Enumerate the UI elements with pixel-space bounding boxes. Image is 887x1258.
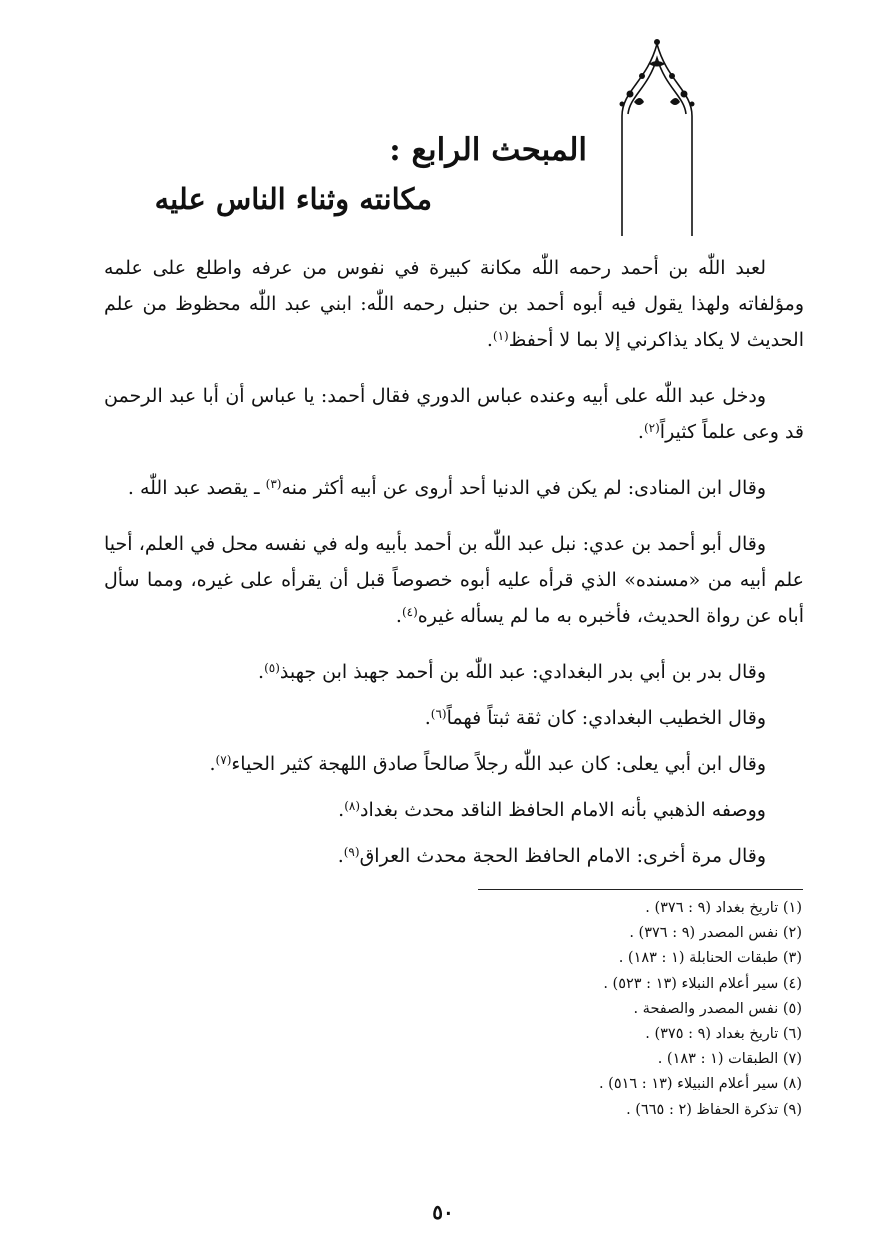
paragraph: ودخل عبد اللّٰه على أبيه وعنده عباس الدوري فقال أحمد: يا عباس أن أبا عبد الرحمن قد وعى علماً كثيراً$^{(٢)}$. [104, 385, 804, 443]
footnote-item: (٩) تذكرة الحفاظ (٢ : ٦٦٥) . [626, 1101, 802, 1118]
paragraph: ووصفه الذهبي بأنه الامام الحافظ الناقد محدث بغداد$^{(٨)}$. [338, 799, 766, 821]
page-number: ٥٠ [432, 1200, 454, 1224]
main-text [104, 250, 804, 884]
paragraph: وقال أبو أحمد بن عدي: نبل عبد اللّٰه بن أحمد بأبيه وله في نفسه محل في العلم، أحيا علم أبيه من «مسنده» الذي قرأه عليه أبوه خصوصاً قبل أن يقرأه على غيره، ومما سأل أباه عن رواة الحديث، فأخبره به ما لم يسأله غيره$^{(٤)}$. [104, 533, 804, 627]
paragraph: وقال ابن المنادى: لم يكن في الدنيا أحد أروى عن أبيه أكثر منه$^{(٣)}$ ـ يقصد عبد اللّٰه . [127, 477, 766, 499]
arch-ornament-icon [612, 36, 702, 236]
footnote-item: (٣) طبقات الحنابلة (١ : ١٨٣) . [618, 950, 802, 967]
footnote-divider [478, 889, 803, 891]
section-subtitle: مكانته وثناء الناس عليه [154, 182, 432, 216]
paragraph: وقال الخطيب البغدادي: كان ثقة ثبتاً فهماً$^{(٦)}$. [424, 707, 766, 729]
footnote-item: (٦) تاريخ بغداد (٩ : ٣٧٥) . [645, 1026, 802, 1043]
paragraph: وقال مرة أخرى: الامام الحافظ الحجة محدث العراق$^{(٩)}$. [337, 845, 766, 867]
footnote-item: (٧) الطبقات (١ : ١٨٣) . [657, 1051, 802, 1068]
footnote-item: (٢) نفس المصدر (٩ : ٣٧٦) . [629, 925, 802, 942]
footnotes [430, 896, 802, 1123]
paragraph: وقال بدر بن أبي بدر البغدادي: عبد اللّٰه بن أحمد جهبذ ابن جهبذ$^{(٥)}$. [258, 661, 766, 683]
footnote-item: (٨) سير أعلام النبيلاء (١٣ : ٥١٦) . [598, 1076, 802, 1093]
section-title: المبحث الرابع : [389, 132, 587, 168]
paragraph: لعبد اللّٰه بن أحمد رحمه اللّٰه مكانة كبيرة في نفوس من عرفه واطلع على علمه ومؤلفاته ولهذا يقول فيه أبوه أحمد بن حنبل رحمه اللّٰه: ابني عبد اللّٰه محظوظ من علم الحديث لا يكاد يذاكرني إلا بما لا أحفظ$^{(١)}$. [104, 257, 804, 351]
footnote-item: (٥) نفس المصدر والصفحة . [633, 1000, 802, 1017]
footnote-item: (٤) سير أعلام النبلاء (١٣ : ٥٢٣) . [603, 975, 802, 992]
paragraph: وقال ابن أبي يعلى: كان عبد اللّٰه رجلاً صالحاً صادق اللهجة كثير الحياء$^{(٧)}$. [209, 753, 766, 775]
footnote-item: (١) تاريخ بغداد (٩ : ٣٧٦) . [645, 900, 802, 916]
